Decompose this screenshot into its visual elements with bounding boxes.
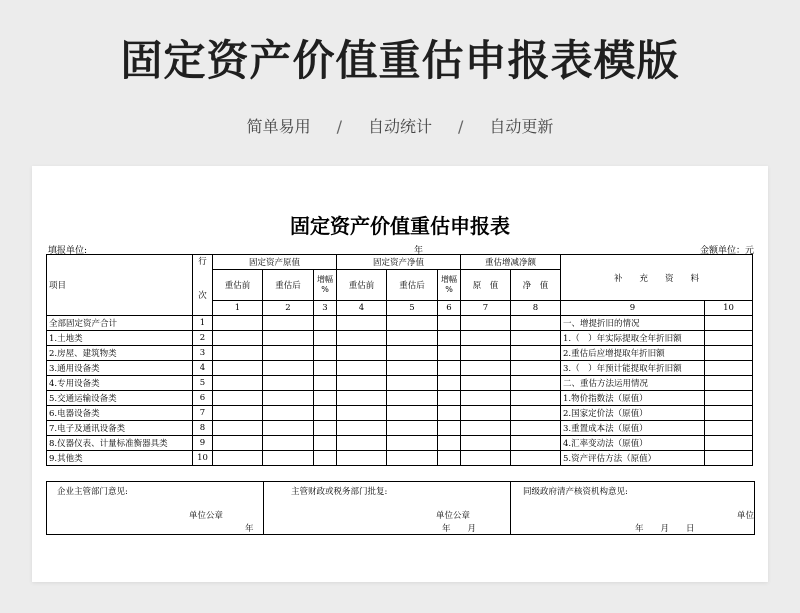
table-row xyxy=(47,376,753,391)
group-net-header: 固定资产净值 xyxy=(337,255,461,270)
table-row xyxy=(47,406,753,421)
value-cell[interactable] xyxy=(337,331,387,346)
value-cell[interactable] xyxy=(213,391,263,406)
value-cell[interactable] xyxy=(387,316,438,331)
supplement-label: 1.物价指数法（原值） xyxy=(561,391,705,406)
value-cell[interactable] xyxy=(511,376,561,391)
value-cell[interactable] xyxy=(511,406,561,421)
enterprise-opinion-block xyxy=(47,482,264,535)
value-cell[interactable] xyxy=(337,376,387,391)
sub-net-header: 净 值 xyxy=(511,270,561,301)
verification-opinion-title: 同级政府清产核资机构意见: xyxy=(523,487,628,497)
value-cell[interactable] xyxy=(213,376,263,391)
supplement-value-cell[interactable] xyxy=(705,436,753,451)
value-cell[interactable] xyxy=(263,316,314,331)
approval-section xyxy=(46,481,755,535)
value-cell[interactable] xyxy=(438,451,461,466)
row-number: 5 xyxy=(193,376,213,391)
value-cell[interactable] xyxy=(263,391,314,406)
sub-after-header: 重估后 xyxy=(263,270,314,301)
group-original-header: 固定资产原值 xyxy=(213,255,337,270)
value-cell[interactable] xyxy=(263,421,314,436)
value-cell[interactable] xyxy=(314,361,337,376)
value-cell[interactable] xyxy=(337,346,387,361)
value-cell[interactable] xyxy=(387,331,438,346)
enterprise-seal-label: 单位公章 xyxy=(189,511,224,521)
value-cell[interactable] xyxy=(337,406,387,421)
table-row xyxy=(47,436,753,451)
valuation-table xyxy=(46,254,753,466)
value-cell[interactable] xyxy=(387,376,438,391)
value-cell[interactable] xyxy=(511,421,561,436)
value-cell[interactable] xyxy=(213,436,263,451)
value-cell[interactable] xyxy=(263,361,314,376)
sub-original-header: 原 值 xyxy=(461,270,511,301)
row-item-label: 8.仪器仪表、计量标准衡器具类 xyxy=(47,436,193,451)
value-cell[interactable] xyxy=(461,376,511,391)
table-row xyxy=(47,451,753,466)
value-cell[interactable] xyxy=(438,361,461,376)
form-preview-sheet xyxy=(32,166,768,582)
value-cell[interactable] xyxy=(438,436,461,451)
value-cell[interactable] xyxy=(461,331,511,346)
verification-opinion-block xyxy=(511,482,755,535)
value-cell[interactable] xyxy=(314,316,337,331)
row-number: 4 xyxy=(193,361,213,376)
table-row xyxy=(47,346,753,361)
value-cell[interactable] xyxy=(461,346,511,361)
sub-growth-bottom: % xyxy=(321,285,329,294)
value-cell[interactable] xyxy=(337,391,387,406)
supplement-value-cell[interactable] xyxy=(705,346,753,361)
tagline xyxy=(0,114,800,137)
value-cell[interactable] xyxy=(461,361,511,376)
supplement-label: 2.国家定价法（原值） xyxy=(561,406,705,421)
sub-growth-top: 增幅 xyxy=(441,275,457,284)
value-cell[interactable] xyxy=(213,316,263,331)
supplement-label: 5.资产评估方法（原值） xyxy=(561,451,705,466)
value-cell[interactable] xyxy=(213,421,263,436)
value-cell[interactable] xyxy=(438,391,461,406)
sub-before-header: 重估前 xyxy=(213,270,263,301)
table-row xyxy=(47,421,753,436)
row-number: 8 xyxy=(193,421,213,436)
value-cell[interactable] xyxy=(337,361,387,376)
value-cell[interactable] xyxy=(263,346,314,361)
row-item-label: 5.交通运输设备类 xyxy=(47,391,193,406)
value-cell[interactable] xyxy=(263,406,314,421)
sub-growth-header xyxy=(438,270,461,301)
supplement-value-cell[interactable] xyxy=(705,451,753,466)
col-row-header xyxy=(193,255,213,316)
value-cell[interactable] xyxy=(387,346,438,361)
supplement-value-cell[interactable] xyxy=(705,361,753,376)
sub-growth-header xyxy=(314,270,337,301)
row-number: 6 xyxy=(193,391,213,406)
page-title: 固定资产价值重估申报表模版 xyxy=(120,36,680,85)
supplement-label: 一、增提折旧的情况 xyxy=(561,316,705,331)
value-cell[interactable] xyxy=(438,346,461,361)
value-cell[interactable] xyxy=(263,451,314,466)
supplement-value-cell[interactable] xyxy=(705,391,753,406)
value-cell[interactable] xyxy=(314,331,337,346)
sub-after-header: 重估后 xyxy=(387,270,438,301)
enterprise-date-label: 年 xyxy=(245,524,254,534)
value-cell[interactable] xyxy=(511,316,561,331)
value-cell[interactable] xyxy=(314,406,337,421)
supplement-label: 1.（ ）年实际提取全年折旧额 xyxy=(561,331,705,346)
value-cell[interactable] xyxy=(511,361,561,376)
value-cell[interactable] xyxy=(387,451,438,466)
supplement-label: 二、重估方法运用情况 xyxy=(561,376,705,391)
row-item-label: 7.电子及通讯设备类 xyxy=(47,421,193,436)
value-cell[interactable] xyxy=(387,436,438,451)
supplement-label: 4.汇率变动法（原值） xyxy=(561,436,705,451)
col-row-header-top: 行 xyxy=(198,257,207,267)
group-change-header: 重估增减净额 xyxy=(461,255,561,270)
row-number: 1 xyxy=(193,316,213,331)
value-cell[interactable] xyxy=(337,316,387,331)
table-row xyxy=(47,316,753,331)
value-cell[interactable] xyxy=(213,451,263,466)
value-cell[interactable] xyxy=(511,391,561,406)
sub-growth-top: 增幅 xyxy=(317,275,333,284)
value-cell[interactable] xyxy=(213,361,263,376)
tagline-item: 自动更新 xyxy=(489,117,554,136)
value-cell[interactable] xyxy=(213,346,263,361)
row-number: 9 xyxy=(193,436,213,451)
col-supplement-header: 补 充 资 料 xyxy=(561,255,753,301)
value-cell[interactable] xyxy=(438,376,461,391)
value-cell[interactable] xyxy=(387,406,438,421)
value-cell[interactable] xyxy=(337,421,387,436)
finance-date-label: 年 月 xyxy=(442,524,477,534)
table-row xyxy=(47,391,753,406)
value-cell[interactable] xyxy=(213,406,263,421)
col-number: 2 xyxy=(263,301,314,316)
row-item-label: 6.电器设备类 xyxy=(47,406,193,421)
value-cell[interactable] xyxy=(387,361,438,376)
col-number: 4 xyxy=(337,301,387,316)
value-cell[interactable] xyxy=(438,421,461,436)
supplement-label: 3.（ ）年预计能提取年折旧额 xyxy=(561,361,705,376)
col-number: 3 xyxy=(314,301,337,316)
finance-approval-block xyxy=(264,482,511,535)
enterprise-opinion-title: 企业主管部门意见: xyxy=(57,487,128,497)
value-cell[interactable] xyxy=(461,436,511,451)
col-number: 5 xyxy=(387,301,438,316)
table-row xyxy=(47,361,753,376)
row-item-label: 9.其他类 xyxy=(47,451,193,466)
supplement-value-cell[interactable] xyxy=(705,376,753,391)
value-cell[interactable] xyxy=(511,331,561,346)
col-row-header-bottom: 次 xyxy=(198,291,207,301)
tagline-item: 简单易用 xyxy=(246,117,311,136)
value-cell[interactable] xyxy=(511,451,561,466)
value-cell[interactable] xyxy=(438,316,461,331)
value-cell[interactable] xyxy=(511,346,561,361)
supplement-value-cell[interactable] xyxy=(705,406,753,421)
supplement-value-cell[interactable] xyxy=(705,316,753,331)
value-cell[interactable] xyxy=(387,421,438,436)
col-item-header: 项目 xyxy=(47,255,193,316)
supplement-value-cell[interactable] xyxy=(705,421,753,436)
col-number: 9 xyxy=(561,301,705,316)
value-cell[interactable] xyxy=(438,331,461,346)
row-number: 3 xyxy=(193,346,213,361)
header-row xyxy=(47,255,753,270)
form-title: 固定资产价值重估申报表 xyxy=(290,214,510,238)
row-item-label: 1.土地类 xyxy=(47,331,193,346)
row-item-label: 3.通用设备类 xyxy=(47,361,193,376)
tagline-item: 自动统计 xyxy=(367,117,432,136)
value-cell[interactable] xyxy=(263,331,314,346)
value-cell[interactable] xyxy=(263,376,314,391)
tagline-separator: / xyxy=(336,117,342,136)
value-cell[interactable] xyxy=(461,316,511,331)
finance-approval-title: 主管财政或税务部门批复: xyxy=(291,487,388,497)
value-cell[interactable] xyxy=(461,421,511,436)
filler-label: 填报单位: xyxy=(48,246,88,256)
verification-date-label: 年 月 日 xyxy=(635,524,695,534)
value-cell[interactable] xyxy=(314,436,337,451)
supplement-label: 3.重置成本法（原值） xyxy=(561,421,705,436)
value-cell[interactable] xyxy=(461,406,511,421)
tagline-separator: / xyxy=(458,117,464,136)
col-number: 10 xyxy=(705,301,753,316)
unit-label: 金额单位：元 xyxy=(699,246,754,256)
finance-seal-label: 单位公章 xyxy=(436,511,471,521)
row-number: 2 xyxy=(193,331,213,346)
year-label: 年 xyxy=(414,246,424,256)
value-cell[interactable] xyxy=(263,436,314,451)
col-number: 7 xyxy=(461,301,511,316)
row-item-label: 全部固定资产合计 xyxy=(47,316,193,331)
value-cell[interactable] xyxy=(314,376,337,391)
value-cell[interactable] xyxy=(461,451,511,466)
supplement-label: 2.重估后应增提取年折旧额 xyxy=(561,346,705,361)
value-cell[interactable] xyxy=(337,436,387,451)
value-cell[interactable] xyxy=(314,391,337,406)
sub-before-header: 重估前 xyxy=(337,270,387,301)
col-number: 1 xyxy=(213,301,263,316)
value-cell[interactable] xyxy=(511,436,561,451)
value-cell[interactable] xyxy=(314,346,337,361)
table-row xyxy=(47,331,753,346)
row-item-label: 4.专用设备类 xyxy=(47,376,193,391)
value-cell[interactable] xyxy=(387,391,438,406)
value-cell[interactable] xyxy=(314,421,337,436)
supplement-value-cell[interactable] xyxy=(705,331,753,346)
value-cell[interactable] xyxy=(213,331,263,346)
value-cell[interactable] xyxy=(438,406,461,421)
col-number: 8 xyxy=(511,301,561,316)
row-number: 7 xyxy=(193,406,213,421)
verification-seal-label: 单位 xyxy=(737,511,755,521)
value-cell[interactable] xyxy=(337,451,387,466)
row-item-label: 2.房屋、建筑物类 xyxy=(47,346,193,361)
row-number: 10 xyxy=(193,451,213,466)
value-cell[interactable] xyxy=(314,451,337,466)
value-cell[interactable] xyxy=(461,391,511,406)
sub-growth-bottom: % xyxy=(445,285,453,294)
col-number: 6 xyxy=(438,301,461,316)
